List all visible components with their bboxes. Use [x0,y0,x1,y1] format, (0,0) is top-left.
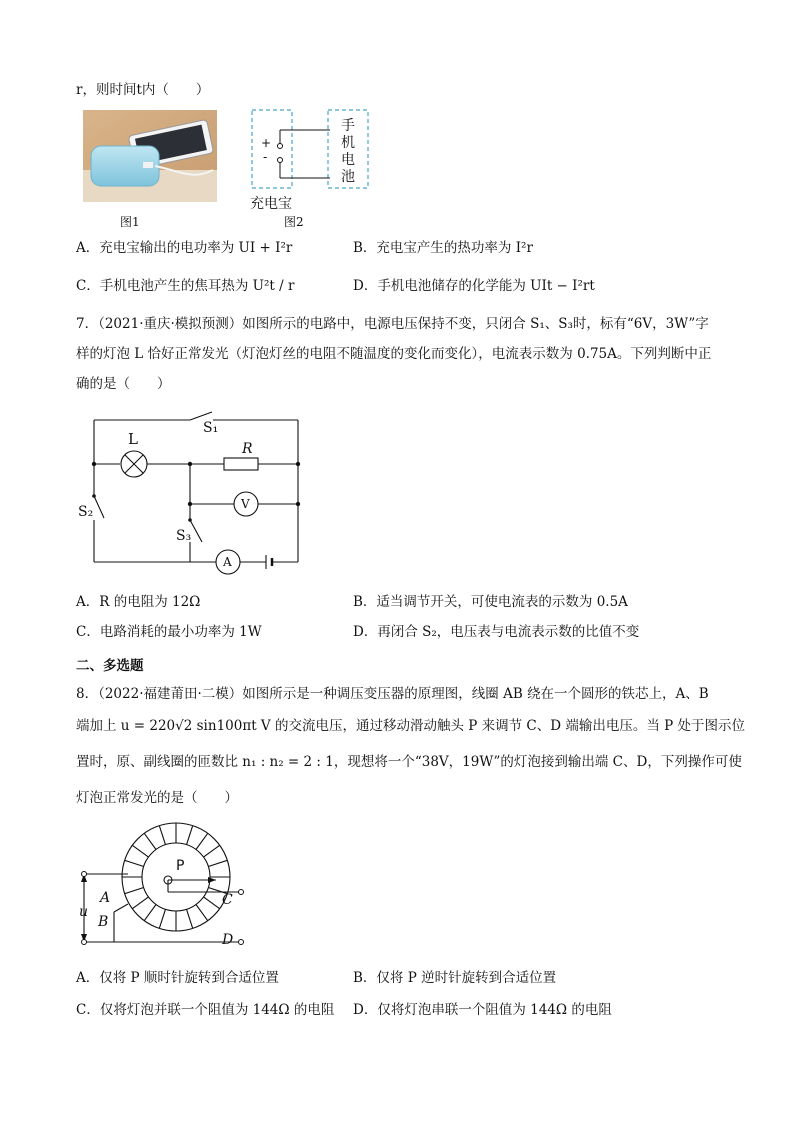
q7-stem-line1: 7．（2021·重庆·模拟预测）如图所示的电路中，电源电压保持不变，只闭合 S₁、S₃时，标有“6V，3W”字 [76,316,709,332]
q8-stem-line1: 8．（2022·福建莆田·二模）如图所示是一种调压变压器的原理图，线圈 AB 绕在一个圆形的铁芯上，A、B [76,686,709,702]
label-a-terminal: A [100,890,111,906]
label-u: u [79,904,89,920]
q8-option-b[interactable]: B．仅将 P 逆时针旋转到合适位置 [353,970,557,986]
q8-option-d[interactable]: D．仅将灯泡串联一个阻值为 144Ω 的电阻 [353,1002,612,1018]
q8-option-c[interactable]: C．仅将灯泡并联一个阻值为 144Ω 的电阻 [76,1002,335,1018]
q7-stem-line3: 确的是（ ） [76,376,171,392]
label-s1: S₁ [203,420,219,436]
label-s2: S₂ [78,504,94,520]
fig2-schematic [250,108,380,198]
q8-stem-line3: 置时，原、副线圈的匝数比 n₁ : n₂ = 2 : 1，现想将一个“38V，19W”的灯泡接到输出端 C、D，下列操作可使 [76,754,742,770]
label-s3: S₃ [176,528,192,544]
resistor-r [224,458,258,470]
q7-option-d[interactable]: D．再闭合 S₂，电压表与电流表示数的比值不变 [353,624,640,640]
switch-s1 [190,412,212,420]
q8-stem-line2: 端加上 u = 220√2 sin100πt V 的交流电压，通过移动滑动触头 P 来调节 C、D 端输出电压。当 P 处于图示位 [76,718,746,734]
q7-option-b[interactable]: B．适当调节开关，可使电流表的示数为 0.5A [353,594,628,610]
label-d-terminal: D [222,932,234,948]
q7-stem-line2: 样的灯泡 L 恰好正常发光（灯泡灯丝的电阻不随温度的变化而变化），电流表示数为 0.75A。下列判断中正 [76,346,712,362]
label-p: P [176,858,185,874]
q7-option-a[interactable]: A．R 的电阻为 12Ω [76,594,201,610]
label-b-terminal: B [98,914,109,930]
phone-battery-label: 手机电池 [341,118,355,185]
label-a: A [223,555,232,569]
minus-sign: - [263,150,268,164]
q7-circuit-diagram [86,412,316,577]
q6-option-b[interactable]: B．充电宝产生的热功率为 I²r [353,240,533,256]
q6-option-c[interactable]: C．手机电池产生的焦耳热为 U²t / r [76,278,295,294]
label-v: V [241,497,250,511]
fig2-caption: 图2 [284,215,304,229]
powerbank-label: 充电宝 [250,196,292,212]
switch-s3 [190,520,202,542]
label-r: R [242,441,253,457]
q7-option-c[interactable]: C．电路消耗的最小功率为 1W [76,624,262,640]
label-c-terminal: C [222,892,233,908]
switch-s2 [94,496,104,518]
q6-option-d[interactable]: D．手机电池储存的化学能为 UIt − I²rt [353,278,595,294]
q6-option-a[interactable]: A．充电宝输出的电功率为 UI + I²r [76,240,293,256]
plus-sign: + [261,136,272,150]
q8-option-a[interactable]: A．仅将 P 顺时针旋转到合适位置 [76,970,279,986]
q6-intro: r，则时间t内（ ） [76,82,210,98]
section-title: 二、多选题 [76,658,144,674]
label-l: L [128,430,138,448]
fig1-caption: 图1 [120,215,140,229]
powerbank-photo [83,110,217,202]
q8-stem-line4: 灯泡正常发光的是（ ） [76,790,238,806]
powerbank-box [252,110,292,188]
